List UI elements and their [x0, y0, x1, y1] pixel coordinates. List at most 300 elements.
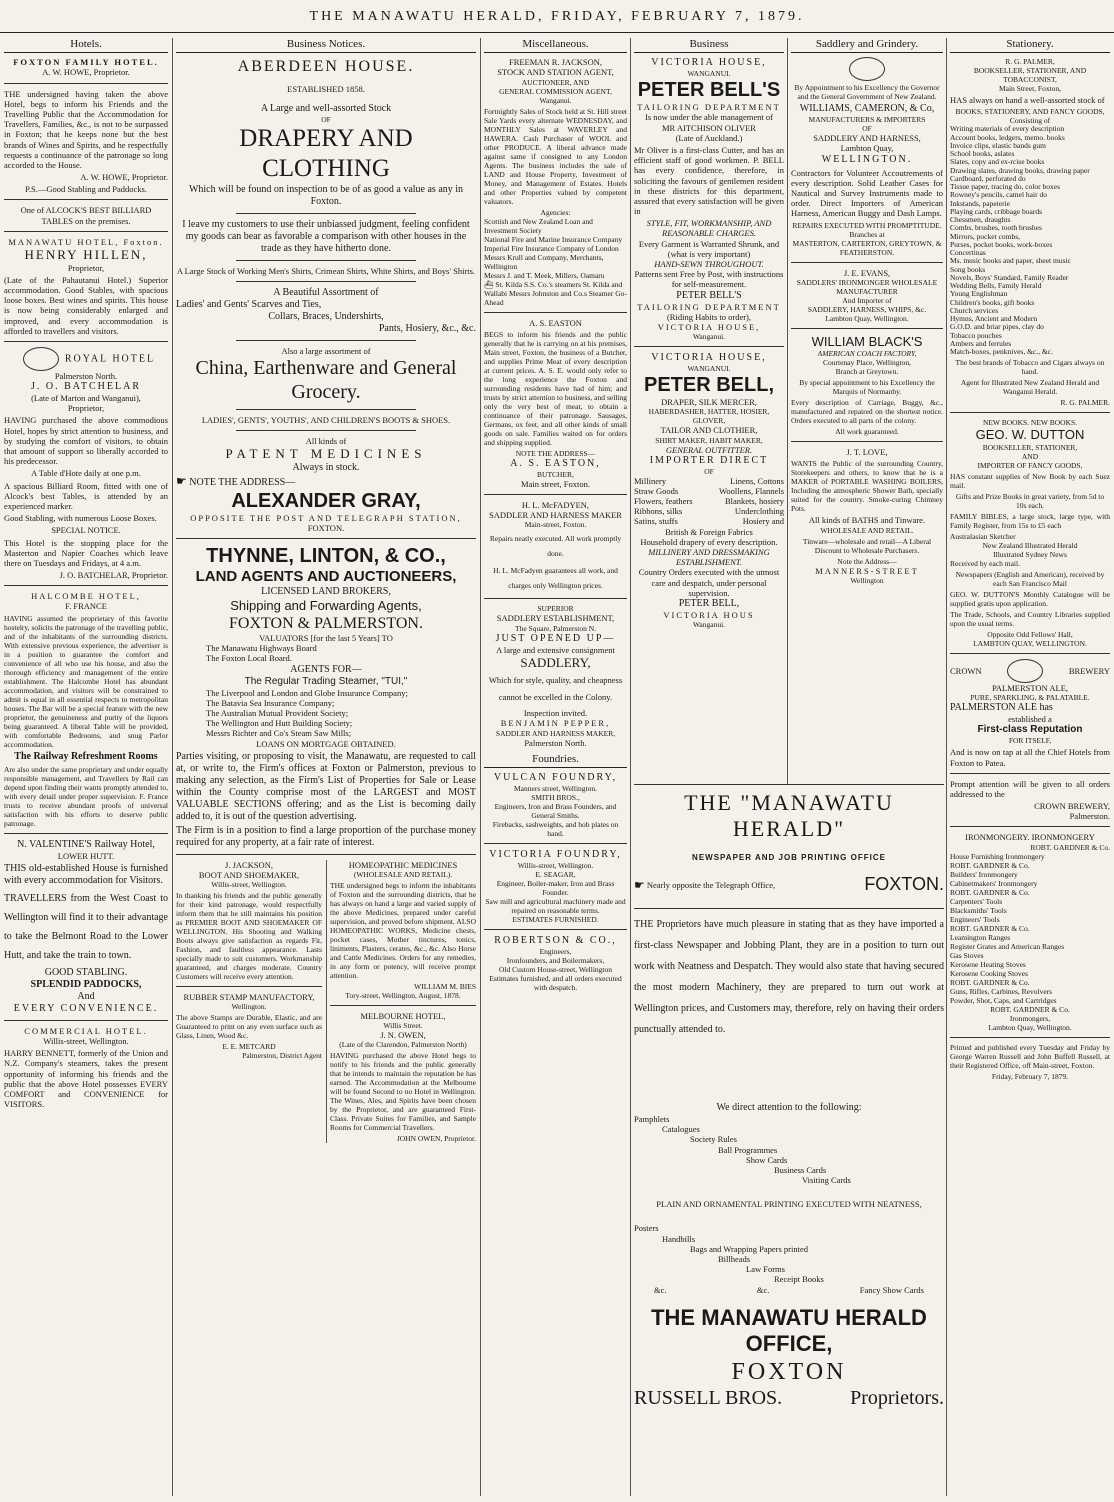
ad-title: STOCK AND STATION AGENT,	[497, 67, 614, 78]
ad-text: SADDLERY, HARNESS, WHIPS, &c.	[807, 304, 927, 314]
ad-body: By special appointment to his Excellency the Marquis of Normanby.	[799, 378, 935, 397]
ad-body: GEO. W. DUTTON'S Monthly Catalogue will be supplied gratis upon application.	[950, 589, 1110, 608]
ad-title: IRONMONGERY. IRONMONGERY	[965, 832, 1095, 843]
ad-text: IMPORTER OF FANCY GOODS,	[977, 460, 1083, 470]
ad-title: HALCOMBE HOTEL,	[31, 591, 141, 602]
column-miscellaneous	[484, 38, 627, 1496]
list-item: Ms. music books and paper, sheet music	[950, 256, 1071, 266]
print-item: Catalogues	[662, 1124, 700, 1135]
ad-text: OF	[321, 114, 331, 124]
ad-body: This Hotel is the stopping place for the Masterton and Napier Coaches which leave there on Tuesdays and Fridays, at 4 a.m.	[4, 537, 168, 568]
ad-text: Proprietor,	[67, 403, 105, 414]
ad-body: In thanking his friends and the public generally for their kind patronage, would respectfully inform them that he still maintains his position as PREMIER BOOT AND SHOEMAKER OF WELLINGTON. His Shooting and Walking Boots always give satisfaction as regards Fit, Fashion, and faultless appearance. Lasts specially made to suit customers. Workmanship guaranteed, and charges moderate. Country Customers will receive every attention.	[176, 891, 322, 982]
column-saddlery	[791, 38, 943, 782]
ad-title: N. VALENTINE'S Railway Hotel,	[17, 838, 155, 850]
ad-text: Old Custom House-street, Wellington	[499, 965, 612, 975]
list-item: Novels, Boys' Standard, Family Reader	[950, 272, 1069, 282]
ad-text: Received by each mail.	[950, 558, 1020, 568]
ad-body: Are also under the same proprietary and under equally responsible management, and Travellers by Rail can depend upon finding their wants promptly attended to, with every detail under proper supervision. F. France trusts to receive abundant proofs of universal satisfaction with his efforts to deserve public patronage.	[4, 764, 168, 828]
ad-title: CROWN BREWERY	[950, 659, 1110, 683]
ad-title: J. T. LOVE,	[846, 447, 888, 458]
ad-title: THE MANAWATU HERALD OFFICE,	[651, 1304, 927, 1357]
ad-text: Messrs Krull and Company, Merchants, Wellington	[484, 252, 604, 271]
ad-title: PATENT MEDICINES	[225, 446, 427, 462]
ad-text: PURE, SPARKLING, & PALATABLE.	[970, 693, 1090, 703]
list-item: Chessmen, draughts	[950, 215, 1011, 225]
list-item: Young Englishman	[950, 289, 1008, 299]
ad-title: China, Earthenware and General Grocery.	[195, 356, 457, 403]
ad-text: HAND-SEWN THROUGHOUT.	[654, 259, 764, 269]
ad-text: ☛ NOTE THE ADDRESS—	[176, 473, 296, 488]
ad-title: PETER BELL,	[678, 597, 740, 609]
ad-text: J. O. BATCHELAR, Proprietor.	[59, 570, 168, 581]
ad-text: And	[77, 990, 95, 1002]
column-business-notices	[176, 38, 476, 1496]
ad-title: WILLIAM BLACK'S	[811, 333, 923, 349]
ad-title: FOXTON & PALMERSTON.	[229, 614, 423, 632]
ad-text: REPAIRS EXECUTED WITH PROMPTITUDE.	[792, 220, 942, 230]
ad-title: ROBERTSON & CO.,	[494, 935, 617, 947]
ad-title: JUST OPENED UP—	[495, 632, 616, 644]
ad-text: TAILOR AND CLOTHIER,	[660, 425, 758, 436]
ad-text: Engineer, Boiler-maker, Iron and Brass Founder.	[496, 879, 615, 898]
ad-text: JOHN OWEN, Proprietor.	[396, 1134, 476, 1144]
imprint-date: Friday, February 7, 1879.	[991, 1071, 1069, 1081]
ad-text: All kinds of	[305, 436, 347, 447]
ad-text: ☛ Nearly opposite the Telegraph Office, FOXTON.	[634, 874, 944, 895]
ad-title: PETER BELL'S	[637, 79, 781, 102]
ad-text: The Liverpool and London and Globe Insurance Company;	[206, 687, 408, 698]
ad-title: J. O. BATCHELAR	[30, 381, 141, 393]
ad-body: HAS always on hand a well-assorted stock of	[950, 95, 1105, 106]
ad-text: WELLINGTON.	[821, 153, 913, 165]
ad-text: VALUATORS [for the last 5 Years] TO	[259, 633, 393, 644]
ad-text: R. G. PALMER,	[1005, 57, 1055, 67]
print-item: Society Rules	[690, 1134, 737, 1145]
ad-title: VICTORIA HOUSE,	[651, 57, 767, 69]
ad-text: Willis Street.	[383, 1021, 423, 1031]
ad-text: AND	[1021, 451, 1039, 461]
list-item: Gas Stoves	[950, 950, 984, 960]
column-heading: Miscellaneous.	[484, 38, 627, 53]
ad-text: Country Orders executed with the utmost care and despatch, under personal supervision.	[638, 567, 780, 598]
list-item: Tobacco pouches	[950, 330, 1002, 340]
ad-title: FOXTON	[731, 1358, 847, 1385]
ad-title: TAILORING DEPARTMENT	[637, 301, 781, 312]
ad-text: P.S.—Good Stabling and Paddocks.	[25, 184, 147, 195]
ad-text: Patterns sent Free by Post, with instructions for self-measurement.	[634, 269, 784, 290]
ad-text: Tory-street, Wellington, August, 1878.	[345, 990, 461, 1000]
ad-title: FREEMAN R. JACKSON,	[508, 57, 603, 68]
print-item: Visiting Cards	[802, 1175, 851, 1186]
ad-text: Engineers,	[539, 947, 572, 957]
column-heading: Stationery.	[950, 38, 1110, 53]
ad-text: Ironfounders, and Boilermakers,	[506, 956, 605, 966]
ad-title: MANAWATU HOTEL, Foxton.	[8, 236, 164, 247]
ad-text: SHIRT MAKER, HABIT MAKER,	[655, 435, 763, 445]
ad-text: Estimates furnished, and all orders executed with despatch.	[489, 974, 622, 993]
ad-text: A. W. HOWE, Proprietor.	[42, 67, 130, 78]
ad-text: LOANS ON MORTGAGE OBTAINED.	[256, 738, 396, 749]
list-item: Account books, ledgers, memo. books	[950, 132, 1065, 142]
ad-body: Mr Oliver is a first-class Cutter, and has an efficient staff of good workmen. P. BELL has every confidence, therefore, in soliciting the favours of gentlemen resident in these districts for this department, assured that every satisfaction will be given in	[634, 144, 784, 217]
print-items	[634, 1114, 944, 1185]
ad-text: SADDLERY AND HARNESS,	[813, 133, 921, 144]
ad-text: Wanganui.	[692, 620, 726, 630]
ad-title: A. S. EASTON,	[510, 457, 601, 469]
list-item: Builders' Ironmongery	[950, 869, 1018, 879]
ad-body: HAVING assumed the proprietary of this favorite hostelry, solicits the patronage of the travelling public, and of the inhabitants of the surrounding districts. With extensive previous experience, the advertiser is in a position to guarantee the comfort and convenience of all who use his house, and also the thorough efficiency and management of the entire establishment. The Halcombe Hotel has abundant accommodation, and visitors will be constrained to admit is equal in all essential respects to metropolitan houses. The Bar will be a special feature with the new proprietor, the genuineness and purity of the liquors being guaranteed. A liberal Table will be provided, with comfortable Bedrooms, and snug Parlor accommodation.	[4, 613, 168, 749]
ad-text: Courtenay Place, Wellington,	[823, 358, 911, 368]
ad-text: A Large and well-assorted Stock	[260, 102, 392, 114]
column-heading: Hotels.	[4, 38, 168, 53]
ad-text: Also a large assortment of	[281, 345, 371, 356]
print-item: Ball Programmes	[718, 1144, 778, 1155]
ad-text: (Riding Habits to order),	[666, 311, 752, 322]
ad-title: WILLIAMS, CAMERON, & Co,	[799, 103, 935, 115]
list-item: Invoice clips, elastic bands gum	[950, 140, 1047, 150]
goods-item: Underclothing	[734, 506, 784, 517]
ad-text: HABERDASHER, HATTER, HOSIER,	[648, 407, 770, 417]
imprint: Printed and published every Tuesday and Friday by George Warren Russell and John Buffell Russell, at their Registered Office, off Main-street, Foxton.	[950, 1042, 1110, 1070]
ad-text: ESTIMATES FURNISHED.	[512, 915, 599, 925]
ad-text: VICTORIA HOUSE,	[657, 321, 761, 332]
ad-text: OF	[862, 124, 872, 134]
ad-text: Willis-street, Wellington.	[517, 861, 594, 871]
ad-text: EVERY CONVENIENCE.	[13, 1002, 159, 1014]
ad-text: CROWN BREWERY,	[1034, 801, 1110, 812]
column-rule	[630, 38, 631, 1496]
ad-text: Messrs Richter and Co's Steam Saw Mills;	[206, 728, 352, 739]
ad-text: PLAIN AND ORNAMENTAL PRINTING EXECUTED WITH NEATNESS,	[656, 1199, 922, 1210]
ad-text: SMITH BROS.,	[531, 793, 580, 803]
stationery-list	[950, 125, 1110, 356]
ad-title: VICTORIA HOUSE,	[651, 352, 767, 364]
ad-body: Fortnightly Sales of Stock held at St. Hill street Sale Yards every alternate WEDNESDAY, and MONTHLY Sales at WAVERLEY and HAWERA. Cash Purchaser of WOOL and other PRODUCE. A liberal advance made against same if consigned to any London Agents. The business includes the sale of LAND and House Property, Investment of Money, and Management of Estates. Hotels and other Properties valued by competent valuators.	[484, 106, 627, 206]
ad-text: All kinds of BATHS and Tinware.	[808, 515, 926, 526]
ad-body: Newspapers (English and American), received by each San Francisco Mail	[955, 569, 1105, 588]
column-heading: Foundries.	[484, 753, 627, 768]
ad-body: Gifts and Prize Books in great variety, from 5d to 10s each.	[955, 491, 1105, 510]
ad-text: OF	[704, 466, 714, 476]
list-item: House Furnishing Ironmongery	[950, 851, 1045, 861]
list-item: Register Grates and American Ranges	[950, 941, 1065, 951]
list-item: Concertinas	[950, 248, 986, 258]
ad-text: Agencies:	[540, 207, 571, 217]
list-item: Inkstands, papeterie	[950, 198, 1010, 208]
ad-text: Engineers, Iron and Brass Founders, and General Smiths.	[494, 802, 617, 821]
goods-row	[634, 476, 784, 486]
print-item: Billheads	[718, 1254, 751, 1265]
ad-body: Good Stabling, with numerous Loose Boxes.	[4, 513, 157, 524]
ad-body: HARRY BENNETT, formerly of the Union and N.Z. Company's steamers, takes the present opportunity of informing his friends and the public that the above Hotel possesses EVERY COMFORT and CONVENIENCE for VISITORS.	[4, 1048, 168, 1110]
goods-list	[634, 476, 784, 527]
list-item: School books, aslates	[950, 149, 1015, 159]
ad-text: Palmerston, District Agent	[242, 1051, 322, 1061]
ad-text: Wellington	[850, 575, 884, 585]
ad-text: Wanganui.	[539, 95, 572, 105]
ad-title: HOMEOPATHIC MEDICINES	[348, 859, 458, 870]
ad-text: One of ALCOCK'S BEST BILLIARD TABLES on the premises.	[20, 205, 152, 226]
ad-title: PETER BELL'S	[676, 289, 742, 301]
ad-title: TAILORING DEPARTMENT	[637, 102, 781, 113]
ad-text: GLOVER,	[692, 416, 726, 426]
list-item: ROBT. GARDNER & Co.	[950, 977, 1030, 987]
ad-body: THE undersigned having taken the above Hotel, begs to inform his Friends and the Travelling Public that the Accommodation for Travellers, Families, &c., is not to be surpassed in Foxton; that he keeps none but the best brands of Wines and Spirits, and he respectfully requests a continuance of the patronage so long accorded to the House.	[4, 88, 168, 170]
list-item: ROBT. GARDNER & Co.	[950, 887, 1030, 897]
ad-text: National Fire and Marine Insurance Company	[484, 234, 623, 244]
list-item: ROBT. GARDNER & Co.	[950, 923, 1030, 933]
list-item: Slates, copy and ex-rcise books	[950, 157, 1045, 167]
ad-text: A large and extensive consignment	[496, 644, 615, 655]
ad-text: MR AITCHISON OLIVER	[662, 122, 756, 133]
ad-text: Pants, Hosiery, &c., &c.	[378, 322, 476, 334]
ad-text: Shipping and Forwarding Agents,	[230, 598, 422, 614]
ad-text: Wellington.	[231, 1002, 267, 1012]
ad-text: BUTCHER,	[537, 469, 574, 479]
ad-text: Branch at Greytown.	[835, 367, 899, 377]
list-item: Ambers and ferrules	[950, 338, 1012, 348]
list-item: Match-boxes, penknives, &c., &c.	[950, 347, 1053, 357]
ad-text: Inspection invited.	[523, 708, 588, 719]
ad-text: ESTABLISHED 1858.	[287, 84, 365, 95]
ad-text: WHOLESALE AND RETAIL.	[820, 525, 914, 535]
ad-text: Manners street, Wellington.	[514, 784, 597, 794]
ad-text: Main-street, Foxton.	[524, 520, 587, 530]
ad-body: FAMILY BIBLES, a large stock, large type, with Family Register, from 15s to £5 each	[950, 511, 1110, 530]
ad-text: LOWER HUTT.	[57, 850, 115, 861]
column-heading: Business	[634, 38, 784, 53]
ad-text: Firebacks, sashweights, and hob plates on hand.	[492, 820, 619, 839]
ad-text: Palmerston.	[1069, 811, 1110, 822]
ad-text: WANGANUI.	[687, 69, 731, 79]
ad-text: A Large Stock of Working Men's Shirts, Crimean Shirts, White Shirts, and Boys' Shirts.	[176, 265, 476, 276]
goods-item: Satins, stuffs	[634, 516, 678, 527]
ad-body: H. L. McFadyen guarantees all work, and charges only Wellington prices.	[493, 566, 618, 591]
ad-body: By Appointment to his Excellency the Governor and the General Government of New Zealand.	[794, 83, 940, 102]
ad-text: Which will be found on inspection to be of as good a value as any in Foxton.	[188, 183, 464, 207]
crest-icon	[849, 57, 885, 81]
list-item: Cardboard, perforated do	[950, 173, 1026, 183]
ad-text: A Beautiful Assortment of	[273, 286, 379, 298]
ad-title: SADDLER AND HARNESS MAKER	[489, 510, 622, 521]
ad-body: HAS constant supplies of New Book by each Suez mail.	[950, 471, 1110, 490]
ad-text: British & Foreign Fabrics	[665, 526, 753, 537]
ad-text: NOTE THE ADDRESS—	[515, 448, 596, 458]
list-item: Playing cards, cribbage boards	[950, 206, 1043, 216]
ad-text: Branches at	[849, 229, 885, 239]
ironmongery-list	[950, 852, 1110, 1005]
ad-text: New Zealand Illustrated Herald	[982, 540, 1078, 550]
ad-title: BOOKSELLER, STATIONER, AND TOBACCONIST,	[973, 66, 1087, 85]
column-rule	[480, 38, 481, 1496]
ad-text: Wanganui.	[692, 332, 726, 342]
ad-text: SADDLERS' IRONMONGER WHOLESALE MANUFACTURER	[796, 277, 938, 296]
ad-text: SUPERIOR	[537, 604, 574, 614]
ad-text: Lambton Quay, Wellington.	[825, 313, 909, 323]
ad-title: FOXTON FAMILY HOTEL.	[13, 57, 159, 68]
crest-icon	[23, 347, 59, 371]
ad-text: Illustrated Sydney News	[993, 549, 1067, 559]
list-item: Combs, brushes, tooth brushes	[950, 223, 1042, 233]
ad-text: Main Street, Foxton,	[998, 84, 1062, 94]
ad-text: Every Garment is Warranted Shrunk, and (what is very important)	[638, 238, 780, 259]
list-item: Children's books, gift books	[950, 297, 1035, 307]
ad-title: RUBBER STAMP MANUFACTORY,	[183, 992, 315, 1003]
print-item: Bags and Wrapping Papers printed	[690, 1243, 809, 1254]
ad-text: F. FRANCE	[65, 601, 107, 612]
column-stationery	[950, 38, 1110, 1496]
ad-title: PETER BELL,	[643, 374, 774, 397]
goods-item: Blankets, hosiery	[724, 496, 784, 507]
list-item: Purses, pocket books, work-boxes	[950, 239, 1053, 249]
ad-body: HAVING purchased the above Hotel begs to notify to his friends and the public generally that he intends to maintain the reputation he has earned. The Accommodation at the Melbourne will be found Second to no Hotel in Wellington. The Wines, Ales, and Spirits have been chosen by the Proprietor, and are guaranteed First-Class. Private Suites for Families, and Sample Rooms for Commercial Travellers.	[330, 1051, 476, 1133]
ad-jackson	[176, 860, 322, 1144]
steamer-icon: ⛴	[484, 279, 494, 289]
ad-text: OPPOSITE THE POST AND TELEGRAPH STATION,	[190, 512, 462, 523]
crest-icon	[1007, 659, 1043, 683]
ad-title: The Railway Refreshment Rooms	[14, 750, 158, 762]
ad-text: LAMBTON QUAY, WELLINGTON.	[973, 638, 1087, 648]
print-item: Show Cards	[746, 1154, 788, 1165]
herald-advert	[634, 784, 944, 1498]
ad-body: Tinware—wholesale and retail—A Liberal Discount to Wholesale Purchasers.	[802, 536, 932, 555]
ad-title: VICTORIA FOUNDRY,	[489, 849, 622, 861]
ad-text: NEW BOOKS. NEW BOOKS.	[982, 418, 1078, 428]
ad-title: J. N. OWEN,	[380, 1030, 426, 1041]
ad-body: Every description of Carriage, Buggy, &c., manufactured and repaired on the shortest notice. Orders executed to all parts of the colony.	[791, 398, 943, 426]
ad-body: THE undersigned begs to inform the inhabitants of Foxton and the surrounding districts, that he has always on hand a large and varied supply of the above Medicines, prepared under careful supervision, and proved before shipment. ALSO HOMEOPATHIC WORKS, Medicine chests, pocket cases, Mother tinctures, tonics, liniments, Plasters, cerates, &c., &c. Also Horse and Cattle Medicines. Orders for any remedies, in any form or potency, will receive prompt attention.	[330, 880, 476, 980]
ad-title: SADDLERY ESTABLISHMENT,	[496, 613, 615, 624]
ad-body: THE Proprietors have much pleasure in stating that as they have imported a first-class Newspaper and Jobbing Plant, they are in a position to turn out work with Neatness and Despatch. They would also state that having secured the most modern Machinery, they are prepared to turn out work at Wellington prices, and Customers may, therefore, rely on having their orders punctually attended to.	[634, 918, 944, 1035]
ad-text: The Wellington and Hutt Building Society;	[206, 718, 353, 729]
ad-text: Ironmongers,	[1009, 1013, 1051, 1023]
ad-text: PALMERSTON ALE has	[950, 702, 1053, 714]
column-heading: Saddlery and Grindery.	[791, 38, 943, 53]
ad-text: Palmerston North.	[524, 737, 587, 748]
ad-body: HAVING purchased the above commodious Hotel, hopes by strict attention to business, and by studying the comfort of visitors, to obtain that amount of support so liberally accorded to his predecessor.	[4, 415, 168, 467]
ad-title: MELBOURNE HOTEL,	[360, 1010, 446, 1021]
print-item: Law Forms	[746, 1264, 785, 1275]
ad-body: Which for style, quality, and cheapness cannot be excelled in the Colony.	[488, 675, 623, 703]
ad-text: Opposite Odd Fellows' Hall,	[987, 629, 1073, 639]
ad-text: (Late of Marton and Wanganui),	[31, 393, 141, 404]
ad-text: AGENTS FOR—	[290, 663, 362, 675]
list-item: Tissue paper, tracing do, color boxes	[950, 182, 1061, 192]
ad-text: Imperial Fire Insurance Company of London	[484, 243, 619, 253]
ad-body: THIS old-established House is furnished with every accommodation for Visitors.	[4, 862, 168, 886]
ad-text: LADIES', GENTS', YOUTHS', AND CHILDREN'S BOOTS & SHOES.	[201, 414, 451, 425]
ad-text: Australasian Sketcher	[950, 531, 1016, 541]
column-rule	[946, 38, 947, 1496]
goods-item: Millinery	[634, 475, 667, 486]
ad-text: SPLENDID PADDOCKS,	[30, 978, 142, 990]
ad-body: The Trade, Schools, and Country Libraries supplied upon the usual terms.	[950, 609, 1110, 628]
list-item: Blacksmiths' Tools	[950, 905, 1007, 915]
ad-text: SADDLER AND HARNESS MAKER,	[495, 728, 616, 738]
ad-body: Parties visiting, or proposing to visit, the Manawatu, are requested to call at, or write to, the Firm's offices at Foxton or Palmerston, previous to making any selection, as the Firm's List of Properties for Sale or Lease within the County comprise most of the LARGEST and MOST VALUABLE SECTIONS offering; and as the List is becoming daily added to, it is out of the question advertising.	[176, 750, 476, 822]
ad-text: MANNERS-STREET	[815, 565, 919, 576]
ad-title: SADDLERY,	[520, 654, 591, 670]
ad-title: IMPORTER DIRECT	[649, 454, 769, 466]
goods-item: Woollens, Flannels	[719, 485, 784, 496]
ad-text: GENERAL OUTFITTER.	[665, 444, 753, 455]
ad-title: First-class Reputation	[977, 724, 1083, 736]
ad-text: E. SEAGAR,	[535, 870, 576, 880]
ad-text: The Batavia Sea Insurance Company;	[206, 697, 335, 708]
ad-body: BEGS to inform his friends and the public generally that he is carrying on at his premises, Main street, Foxton, the business of a Butcher, and supplies Prime Meat of every description at current prices. A. S. E. would only refer to the long experience the Foxton and surrounding residents have had of him; and trusts by strict attention to business, and selling only the very best of meat, to obtain a continuance of their patronage. Sausages, Germans, ox feet, and all other kinds of small goods on sale. Families waited on for orders and shipping supplied.	[484, 329, 627, 447]
ad-text: Palmerston North.	[54, 370, 118, 381]
ad-text: (Late of Auckland.)	[675, 132, 743, 143]
masthead: THE MANAWATU HERALD, FRIDAY, FEBRUARY 7, 1879.	[0, 2, 1114, 33]
print-item: Receipt Books	[774, 1274, 824, 1285]
ad-title: VULCAN FOUNDRY,	[493, 772, 618, 784]
ad-body: And is now on tap at all the Chief Hotels from Foxton to Patea.	[950, 747, 1110, 768]
ad-text: ROBT. GARDNER & Co.	[990, 1004, 1070, 1014]
ad-text: LICENSED LAND BROKERS,	[261, 586, 391, 598]
ad-text: E. E. METCARD	[222, 1042, 276, 1052]
ad-body: Repairs neatly executed. All work promptly done.	[489, 534, 622, 559]
column-heading: Business Notices.	[176, 38, 476, 53]
ad-text: WANGANUI.	[687, 364, 731, 374]
list-item: Cabinetmakers' Ironmongery	[950, 878, 1038, 888]
ad-text: A. W. HOWE, Proprietor.	[80, 172, 168, 183]
ad-body: WANTS the Public of the surrounding Country, Storekeepers and others, to know that he is a MAKER of PORTABLE WASHING BOILERS, Including the atmospheric Shower Bath, specially suited for the country. Smoke-curing Chimney Pots.	[791, 459, 943, 514]
ad-text: STYLE, FIT, WORKMANSHIP, AND REASONABLE CHARGES.	[646, 218, 772, 239]
pointing-hand-icon: ☛	[176, 473, 187, 488]
ad-text: Note the Address—	[837, 556, 897, 566]
ad-text: Always in stock.	[292, 461, 360, 473]
column-hotels	[4, 38, 168, 1496]
ad-text: BOOKSELLER, STATIONER,	[982, 442, 1078, 452]
ad-body: The best brands of Tobacco and Cigars always on hand.	[955, 358, 1105, 377]
print-item: Pamphlets	[634, 1113, 670, 1124]
list-item: Drawing slates, drawing books, drawing paper	[950, 165, 1090, 175]
ad-text: Scottish and New Zealand Loan and Investment Society	[484, 216, 593, 235]
list-item: Guns, Rifles, Carbines, Revolvers	[950, 986, 1053, 996]
goods-item: Flowers, feathers	[634, 496, 693, 507]
ad-text: RUSSELL BROS. Proprietors.	[634, 1387, 944, 1410]
goods-row	[634, 516, 784, 526]
ad-title: HENRY HILLEN,	[24, 247, 148, 262]
ad-text: DRAPER, SILK MERCER,	[661, 397, 757, 408]
ad-title: ALEXANDER GRAY,	[231, 489, 421, 512]
ad-text: The Square, Palmerston N.	[514, 623, 597, 633]
goods-item: Hosiery and	[742, 516, 784, 527]
ad-text: R. G. PALMER.	[1060, 398, 1110, 408]
ad-text: (Late of the Clarendon, Palmerston North)	[339, 1040, 467, 1050]
goods-row	[634, 486, 784, 496]
ad-text: MANUFACTURERS & IMPORTERS	[808, 115, 926, 125]
ad-title: COMMERCIAL HOTEL.	[24, 1025, 148, 1036]
ad-text: We direct attention to the following:	[716, 1101, 862, 1113]
ad-title: J. E. EVANS,	[843, 267, 891, 278]
ad-title: SPECIAL NOTICE.	[51, 525, 121, 536]
list-item: Church services	[950, 305, 999, 315]
pointing-hand-icon: ☛	[634, 877, 645, 892]
ad-text: NEWSPAPER AND JOB PRINTING OFFICE	[692, 852, 886, 862]
ad-text: GENERAL COMMISSION AGENT,	[499, 86, 612, 96]
ad-body: A spacious Billiard Room, fitted with one of Alcock's best Tables, is attended by an experienced marker.	[4, 480, 168, 511]
list-item: G.O.D. and briar pipes, clay do	[950, 322, 1044, 332]
ad-text: Lambton Quay,	[840, 143, 894, 154]
ad-text: WILLIAM M. BIES	[414, 981, 476, 991]
ad-text: established a	[1008, 714, 1052, 725]
ad-text: Consisting of	[1009, 116, 1051, 126]
ad-title: GEO. W. DUTTON	[975, 427, 1085, 443]
ad-text: All work guaranteed.	[835, 427, 899, 437]
list-item: Wedding Bells, Family Herald	[950, 281, 1042, 291]
